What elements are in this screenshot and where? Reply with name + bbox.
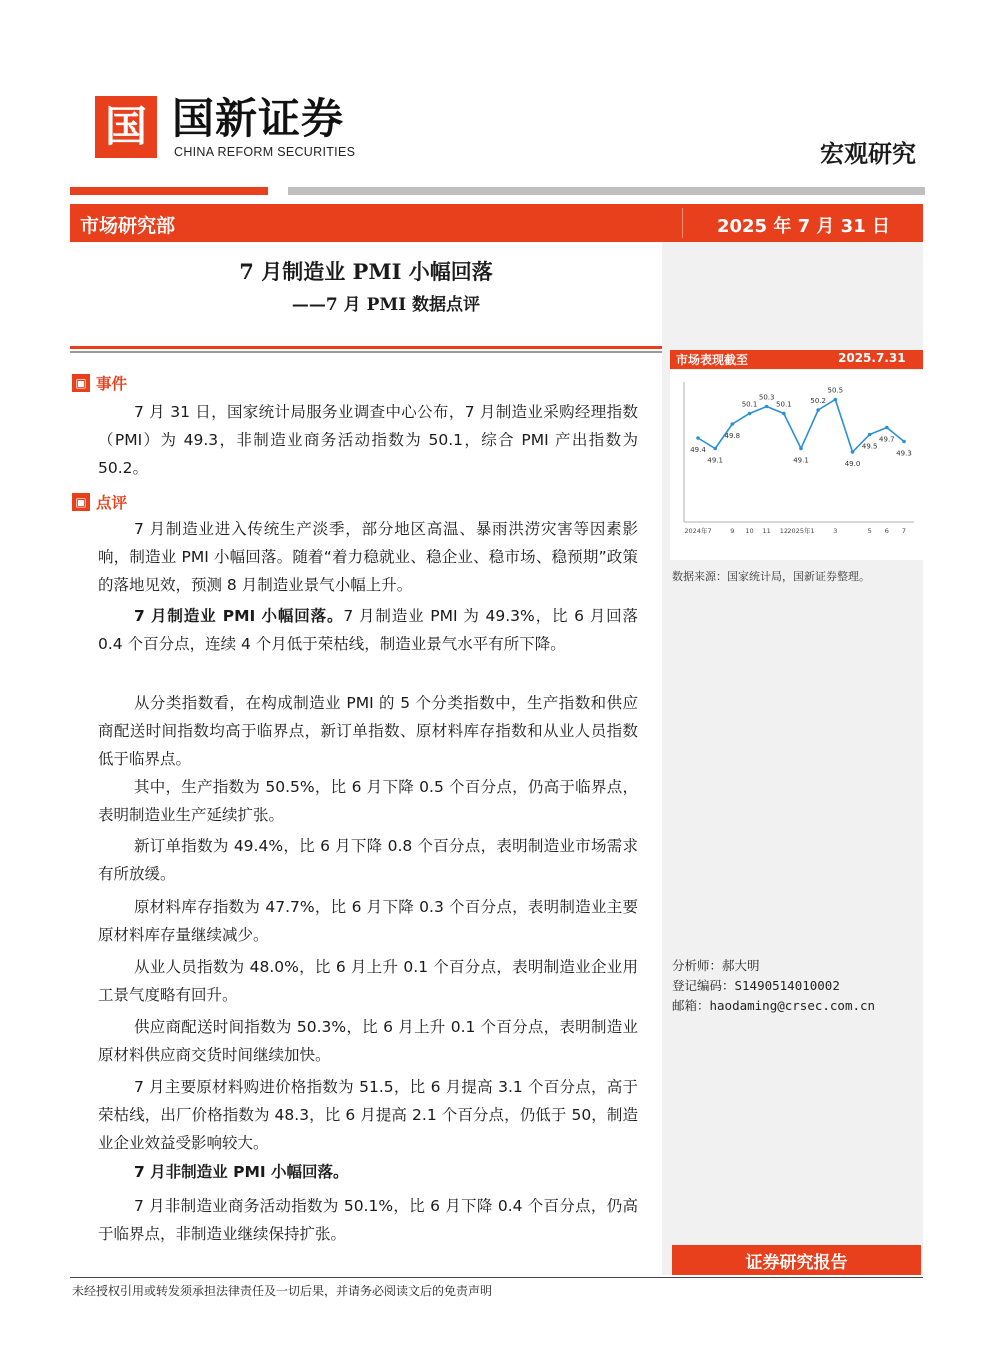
report-label: 证券研究报告 [745, 1253, 848, 1273]
pmi-line-chart [670, 370, 923, 560]
paragraph-delivery: 供应商配送时间指数为 50.3%，比 6 月上升 0.1 个百分点，表明制造业原材料供应商交货时间继续加快。 [98, 1018, 638, 1064]
paragraph-non-manufacturing-heading [98, 1158, 638, 1186]
analyst-reg-code: 登记编码：S1490514010002 [672, 978, 840, 993]
chart-date: 2025.7.31 [838, 351, 906, 365]
company-name-cn: 国新证券 [172, 94, 345, 143]
section-comment-label: 点评 [96, 493, 128, 512]
chart-point [885, 426, 889, 430]
analyst-email[interactable]: 邮箱：haodaming@crsec.com.cn [672, 998, 876, 1013]
paragraph-heading: 7 月制造业 PMI 小幅回落。 [134, 607, 344, 625]
analyst-name: 分析师：郝大明 [672, 958, 760, 973]
section-event [72, 372, 127, 394]
chart-point [782, 412, 786, 416]
chart-x-tick-label: 2024年7 [684, 527, 712, 535]
title-rule-red [70, 346, 662, 349]
chart-point [816, 408, 820, 412]
footer-rule [70, 1277, 923, 1278]
banner-divider [682, 208, 683, 238]
chart-data-label: 49.0 [844, 460, 861, 468]
chart-data-label: 49.1 [793, 456, 809, 465]
paragraph-production: 其中，生产指数为 50.5%，比 6 月下降 0.5 个百分点，仍高于临界点，表明制造业生产延续扩张。 [98, 778, 638, 824]
chart-x-tick-label: 6 [884, 527, 889, 535]
chart-data-label: 50.1 [776, 400, 792, 409]
paragraph-employment: 从业人员指数为 48.0%，比 6 月上升 0.1 个百分点，表明制造业企业用工景气度略有回升。 [98, 958, 638, 1004]
chart-data-label: 50.2 [810, 397, 826, 405]
section-event-label: 事件 [96, 374, 128, 393]
logo-glyph: 国 [104, 102, 147, 151]
pmi-chart-area [670, 370, 923, 560]
paragraph-body: 7 月制造业 PMI 为 49.3%，比 6 月回落 0.4 个百分点，连续 4 个月低于荣枯线，制造业景气水平有所下降。 [98, 607, 638, 653]
chart-data-label: 49.1 [707, 456, 723, 465]
paragraph-prices: 7 月主要原材料购进价格指数为 51.5，比 6 月提高 3.1 个百分点，高于荣枯线，出厂价格指数为 48.3，比 6 月提高 2.1 个百分点，仍低于 50，制造业企业效益受影响较大。 [98, 1078, 638, 1152]
chart-point [851, 450, 855, 454]
paragraph-heading: 7 月非制造业 PMI 小幅回落。 [134, 1163, 349, 1181]
paragraph-inventory: 原材料库存指数为 47.7%，比 6 月下降 0.3 个百分点，表明制造业主要原材料库存量继续减少。 [98, 898, 638, 944]
chart-point [765, 405, 769, 409]
chart-data-label: 49.7 [879, 435, 895, 444]
report-subtitle: ——7 月 PMI 数据点评 [291, 295, 481, 315]
chart-data-label: 50.5 [827, 386, 844, 395]
paragraph-new-orders: 新订单指数为 49.4%，比 6 月下降 0.8 个百分点，表明制造业市场需求有所放缓。 [98, 837, 638, 883]
chart-point [713, 447, 717, 451]
report-type: 宏观研究 [820, 139, 916, 168]
chart-source: 数据来源：国家统计局，国新证券整理。 [672, 570, 870, 583]
chart-point [868, 433, 872, 437]
chart-x-tick-label: 3 [833, 527, 838, 535]
chart-data-label: 49.4 [690, 446, 706, 454]
section-icon: ▣ [72, 374, 90, 392]
chart-x-tick-label: 5 [867, 527, 872, 535]
section-icon: ▣ [72, 493, 90, 511]
paragraph-manufacturing [98, 602, 638, 658]
report-title: 7 月制造业 PMI 小幅回落 [239, 259, 493, 284]
chart-data-label: 49.3 [896, 449, 912, 458]
header-accent-bar [70, 187, 268, 195]
chart-point [731, 422, 735, 426]
chart-point [799, 447, 803, 451]
department-label: 市场研究部 [80, 215, 176, 237]
chart-x-tick-label: 12 [779, 527, 788, 535]
footer-disclaimer: 未经授权引用或转发须承担法律责任及一切后果，并请务必阅读文后的免责声明 [72, 1284, 493, 1298]
paragraph-event: 7 月 31 日，国家统计局服务业调查中心公布，7 月制造业采购经理指数（PMI）为 49.3，非制造业商务活动指数为 50.1，综合 PMI 产出指数为 50.2。 [98, 403, 638, 477]
chart-data-label: 49.5 [861, 442, 878, 451]
chart-data-label: 50.3 [758, 393, 775, 402]
chart-x-tick-label: 7 [901, 527, 907, 535]
title-rule-gray [70, 351, 662, 353]
paragraph-non-manufacturing: 7 月非制造业商务活动指数为 50.1%，比 6 月下降 0.4 个百分点，仍高于临界点，非制造业继续保持扩张。 [98, 1197, 638, 1243]
paragraph-comment-intro: 7 月制造业进入传统生产淡季，部分地区高温、暴雨洪涝灾害等因素影响，制造业 PMI 小幅回落。随着“着力稳就业、稳企业、稳市场、稳预期”政策的落地见效，预测 8 月制造业景气小幅上升。 [98, 520, 638, 594]
chart-data-label: 50.1 [741, 400, 758, 409]
chart-x-tick-label: 11 [762, 527, 771, 535]
chart-point [696, 436, 700, 440]
paragraph-sub-indices: 从分类指数看，在构成制造业 PMI 的 5 个分类指数中，生产指数和供应商配送时间指数均高于临界点，新订单指数、原材料库存指数和从业人员指数低于临界点。 [98, 694, 638, 768]
chart-title: 市场表现截至 [676, 353, 749, 367]
chart-x-tick-label: 9 [730, 527, 735, 535]
chart-x-tick-label: 2025年1 [787, 527, 815, 535]
chart-point [748, 412, 752, 416]
company-logo-mark [95, 96, 157, 158]
header-gray-bar [288, 187, 925, 195]
section-comment [72, 491, 127, 513]
chart-point [902, 440, 906, 444]
report-date: 2025 年 7 月 31 日 [716, 216, 890, 237]
chart-data-label: 49.8 [724, 432, 741, 440]
company-name-en: CHINA REFORM SECURITIES [174, 145, 356, 159]
chart-point [834, 398, 838, 402]
chart-x-tick-label: 10 [745, 527, 754, 535]
